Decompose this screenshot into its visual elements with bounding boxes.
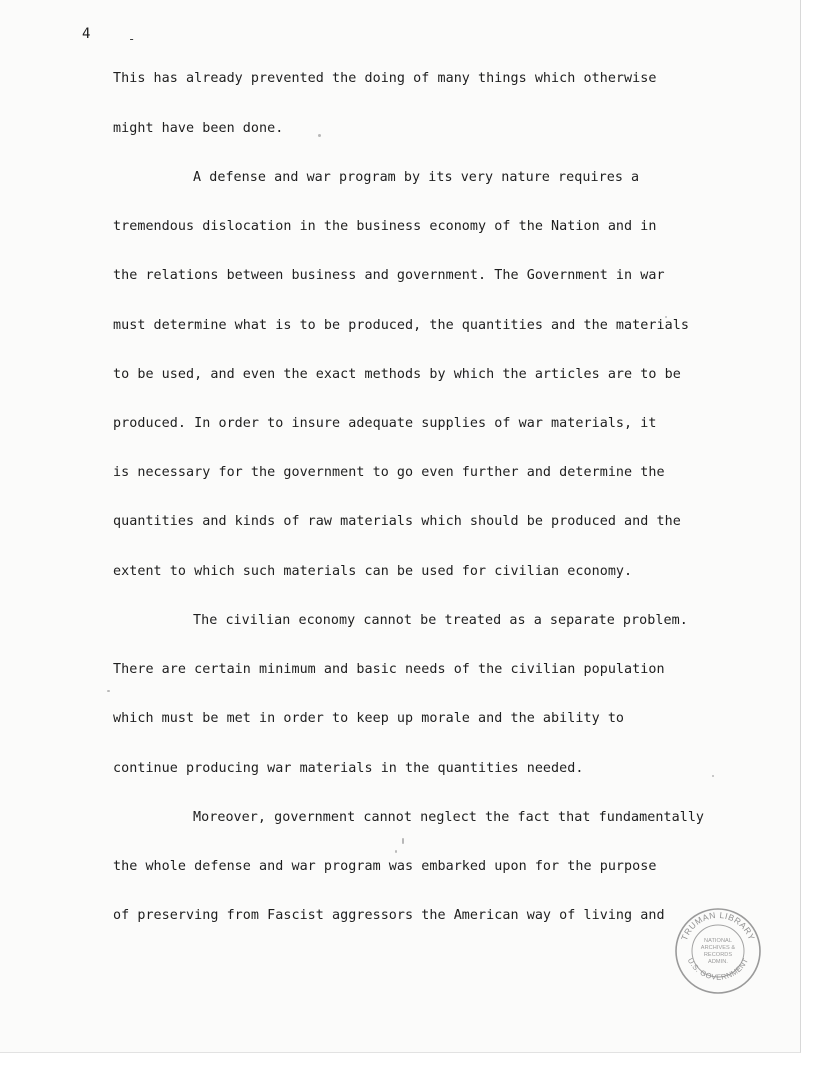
- text-line: A defense and war program by its very nature requires a: [193, 170, 640, 185]
- paper-speck: [712, 775, 714, 777]
- text-line: might have been done.: [113, 121, 284, 136]
- text-line: tremendous dislocation in the business economy of the Nation and in: [113, 219, 657, 234]
- paper-speck: [107, 690, 110, 692]
- paper-speck: [665, 316, 667, 318]
- text-line: The civilian economy cannot be treated as a separate problem.: [193, 613, 688, 628]
- paper-speck: [395, 850, 397, 853]
- stamp-top-text: TRUMAN LIBRARY: [678, 909, 757, 942]
- text-line: extent to which such materials can be used for civilian economy.: [113, 564, 633, 579]
- stamp-center-line: ARCHIVES &: [700, 945, 736, 951]
- text-line: to be used, and even the exact methods by which the articles are to be: [113, 367, 681, 382]
- text-line: continue producing war materials in the quantities needed.: [113, 761, 584, 776]
- paper-speck: [318, 134, 321, 137]
- archive-stamp: [673, 906, 763, 996]
- paper-speck: [402, 838, 404, 844]
- stamp-center-line: RECORDS: [703, 952, 733, 958]
- text-line: the whole defense and war program was embarked upon for the purpose: [113, 859, 657, 874]
- text-line: quantities and kinds of raw materials which should be produced and the: [113, 514, 681, 529]
- text-line: is necessary for the government to go even further and determine the: [113, 465, 665, 480]
- text-line: Moreover, government cannot neglect the fact that fundamentally: [193, 810, 705, 825]
- stamp-center-line: ADMIN.: [708, 959, 728, 965]
- stamp-seal-icon: [673, 906, 763, 996]
- dash-mark: -: [128, 32, 136, 46]
- text-line: which must be met in order to keep up morale and the ability to: [113, 711, 625, 726]
- page-number: 4: [82, 26, 91, 42]
- text-line: produced. In order to insure adequate supplies of war materials, it: [113, 416, 657, 431]
- text-line: the relations between business and government. The Government in war: [113, 268, 665, 283]
- text-line: This has already prevented the doing of many things which otherwise: [113, 71, 657, 86]
- text-line: There are certain minimum and basic needs of the civilian population: [113, 662, 665, 677]
- stamp-bottom-text: U.S. GOVERNMENT: [685, 956, 751, 982]
- text-line: must determine what is to be produced, the quantities and the materials: [113, 318, 689, 333]
- text-line: of preserving from Fascist aggressors the American way of living and: [113, 908, 665, 923]
- stamp-center-line: NATIONAL: [704, 938, 732, 944]
